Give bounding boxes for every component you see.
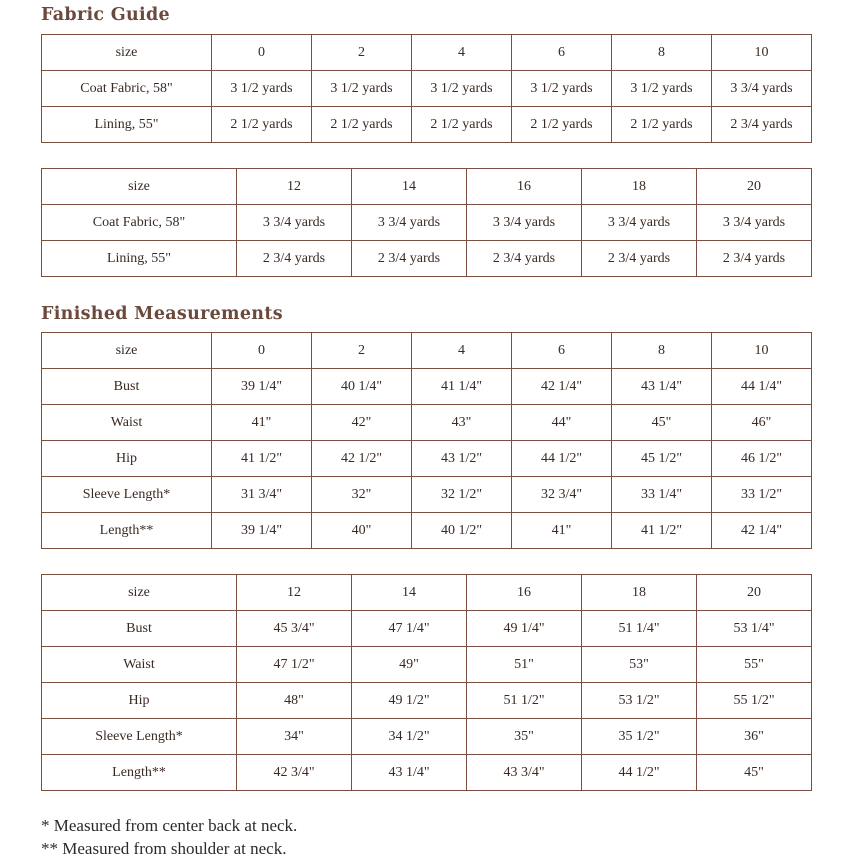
- value-cell: 32": [312, 477, 412, 513]
- size-cell: 16: [467, 575, 582, 611]
- value-cell: 2 3/4 yards: [237, 241, 352, 277]
- value-cell: 41 1/2": [212, 441, 312, 477]
- value-cell: 2 1/2 yards: [212, 107, 312, 143]
- size-cell: 8: [612, 333, 712, 369]
- size-cell: 12: [237, 169, 352, 205]
- value-cell: 42": [312, 405, 412, 441]
- size-cell: 8: [612, 35, 712, 71]
- row-label: Bust: [42, 611, 237, 647]
- value-cell: 2 1/2 yards: [612, 107, 712, 143]
- value-cell: 41 1/2": [612, 513, 712, 549]
- table-row: [42, 405, 812, 441]
- size-cell: 14: [352, 169, 467, 205]
- size-cell: 16: [467, 169, 582, 205]
- value-cell: 40 1/2": [412, 513, 512, 549]
- value-cell: 41": [512, 513, 612, 549]
- table-row: [42, 477, 812, 513]
- value-cell: 36": [697, 719, 812, 755]
- value-cell: 40 1/4": [312, 369, 412, 405]
- value-cell: 47 1/4": [352, 611, 467, 647]
- size-cell: 4: [412, 35, 512, 71]
- value-cell: 44 1/4": [712, 369, 812, 405]
- measurements-table-large-sizes: [41, 574, 812, 791]
- table-row: [42, 107, 812, 143]
- fabric-guide-title: Fabric Guide: [41, 5, 170, 25]
- value-cell: 3 1/2 yards: [212, 71, 312, 107]
- value-cell: 31 3/4": [212, 477, 312, 513]
- value-cell: 42 1/4": [712, 513, 812, 549]
- value-cell: 43 1/4": [352, 755, 467, 791]
- fabric-guide-table-small-sizes: [41, 34, 812, 143]
- value-cell: 42 3/4": [237, 755, 352, 791]
- size-header-row: [42, 333, 812, 369]
- value-cell: 44 1/2": [582, 755, 697, 791]
- value-cell: 34 1/2": [352, 719, 467, 755]
- value-cell: 3 3/4 yards: [582, 205, 697, 241]
- value-cell: 32 1/2": [412, 477, 512, 513]
- size-cell: 10: [712, 35, 812, 71]
- value-cell: 47 1/2": [237, 647, 352, 683]
- measurements-table-small-sizes: [41, 332, 812, 549]
- table-row: [42, 755, 812, 791]
- value-cell: 49 1/4": [467, 611, 582, 647]
- value-cell: 3 3/4 yards: [352, 205, 467, 241]
- value-cell: 49": [352, 647, 467, 683]
- size-cell: 6: [512, 35, 612, 71]
- value-cell: 48": [237, 683, 352, 719]
- value-cell: 2 1/2 yards: [312, 107, 412, 143]
- value-cell: 53": [582, 647, 697, 683]
- size-cell: 0: [212, 35, 312, 71]
- value-cell: 45": [612, 405, 712, 441]
- row-label: Coat Fabric, 58": [42, 205, 237, 241]
- table-row: [42, 71, 812, 107]
- row-label: size: [42, 333, 212, 369]
- value-cell: 2 3/4 yards: [582, 241, 697, 277]
- row-label: Hip: [42, 683, 237, 719]
- size-header-row: [42, 575, 812, 611]
- size-cell: 0: [212, 333, 312, 369]
- value-cell: 42 1/2": [312, 441, 412, 477]
- row-label: Sleeve Length*: [42, 719, 237, 755]
- value-cell: 55 1/2": [697, 683, 812, 719]
- size-cell: 20: [697, 575, 812, 611]
- row-label: Waist: [42, 405, 212, 441]
- size-header-row: [42, 169, 812, 205]
- value-cell: 44 1/2": [512, 441, 612, 477]
- table-row: [42, 683, 812, 719]
- value-cell: 2 1/2 yards: [412, 107, 512, 143]
- value-cell: 43": [412, 405, 512, 441]
- value-cell: 43 1/2": [412, 441, 512, 477]
- value-cell: 3 3/4 yards: [237, 205, 352, 241]
- value-cell: 55": [697, 647, 812, 683]
- value-cell: 2 3/4 yards: [352, 241, 467, 277]
- row-label: Length**: [42, 513, 212, 549]
- value-cell: 2 3/4 yards: [697, 241, 812, 277]
- size-cell: 6: [512, 333, 612, 369]
- value-cell: 35 1/2": [582, 719, 697, 755]
- size-header-row: [42, 35, 812, 71]
- value-cell: 2 3/4 yards: [712, 107, 812, 143]
- value-cell: 3 1/2 yards: [512, 71, 612, 107]
- value-cell: 2 3/4 yards: [467, 241, 582, 277]
- row-label: size: [42, 169, 237, 205]
- table-row: [42, 513, 812, 549]
- finished-measurements-title: Finished Measurements: [41, 304, 283, 324]
- value-cell: 3 3/4 yards: [712, 71, 812, 107]
- value-cell: 3 1/2 yards: [412, 71, 512, 107]
- value-cell: 3 1/2 yards: [612, 71, 712, 107]
- value-cell: 3 3/4 yards: [697, 205, 812, 241]
- size-cell: 18: [582, 169, 697, 205]
- value-cell: 46 1/2": [712, 441, 812, 477]
- size-cell: 2: [312, 333, 412, 369]
- footnote-length: ** Measured from shoulder at neck.: [41, 839, 287, 858]
- size-cell: 4: [412, 333, 512, 369]
- value-cell: 39 1/4": [212, 369, 312, 405]
- row-label: size: [42, 35, 212, 71]
- value-cell: 40": [312, 513, 412, 549]
- table-row: [42, 369, 812, 405]
- value-cell: 42 1/4": [512, 369, 612, 405]
- table-row: [42, 205, 812, 241]
- row-label: Bust: [42, 369, 212, 405]
- row-label: Length**: [42, 755, 237, 791]
- table-row: [42, 441, 812, 477]
- size-cell: 10: [712, 333, 812, 369]
- row-label: Coat Fabric, 58": [42, 71, 212, 107]
- value-cell: 43 3/4": [467, 755, 582, 791]
- value-cell: 34": [237, 719, 352, 755]
- value-cell: 49 1/2": [352, 683, 467, 719]
- value-cell: 51": [467, 647, 582, 683]
- table-row: [42, 611, 812, 647]
- value-cell: 32 3/4": [512, 477, 612, 513]
- size-cell: 20: [697, 169, 812, 205]
- value-cell: 45 3/4": [237, 611, 352, 647]
- value-cell: 41": [212, 405, 312, 441]
- value-cell: 46": [712, 405, 812, 441]
- size-cell: 14: [352, 575, 467, 611]
- value-cell: 35": [467, 719, 582, 755]
- row-label: Lining, 55": [42, 241, 237, 277]
- size-cell: 12: [237, 575, 352, 611]
- value-cell: 44": [512, 405, 612, 441]
- value-cell: 33 1/2": [712, 477, 812, 513]
- value-cell: 45": [697, 755, 812, 791]
- value-cell: 43 1/4": [612, 369, 712, 405]
- row-label: Lining, 55": [42, 107, 212, 143]
- value-cell: 45 1/2": [612, 441, 712, 477]
- row-label: size: [42, 575, 237, 611]
- value-cell: 51 1/2": [467, 683, 582, 719]
- value-cell: 2 1/2 yards: [512, 107, 612, 143]
- value-cell: 51 1/4": [582, 611, 697, 647]
- row-label: Sleeve Length*: [42, 477, 212, 513]
- value-cell: 53 1/4": [697, 611, 812, 647]
- value-cell: 53 1/2": [582, 683, 697, 719]
- footnote-sleeve: * Measured from center back at neck.: [41, 816, 298, 835]
- value-cell: 39 1/4": [212, 513, 312, 549]
- table-row: [42, 647, 812, 683]
- value-cell: 3 1/2 yards: [312, 71, 412, 107]
- row-label: Waist: [42, 647, 237, 683]
- table-row: [42, 241, 812, 277]
- size-cell: 18: [582, 575, 697, 611]
- size-cell: 2: [312, 35, 412, 71]
- value-cell: 41 1/4": [412, 369, 512, 405]
- fabric-guide-table-large-sizes: [41, 168, 812, 277]
- row-label: Hip: [42, 441, 212, 477]
- table-row: [42, 719, 812, 755]
- value-cell: 3 3/4 yards: [467, 205, 582, 241]
- value-cell: 33 1/4": [612, 477, 712, 513]
